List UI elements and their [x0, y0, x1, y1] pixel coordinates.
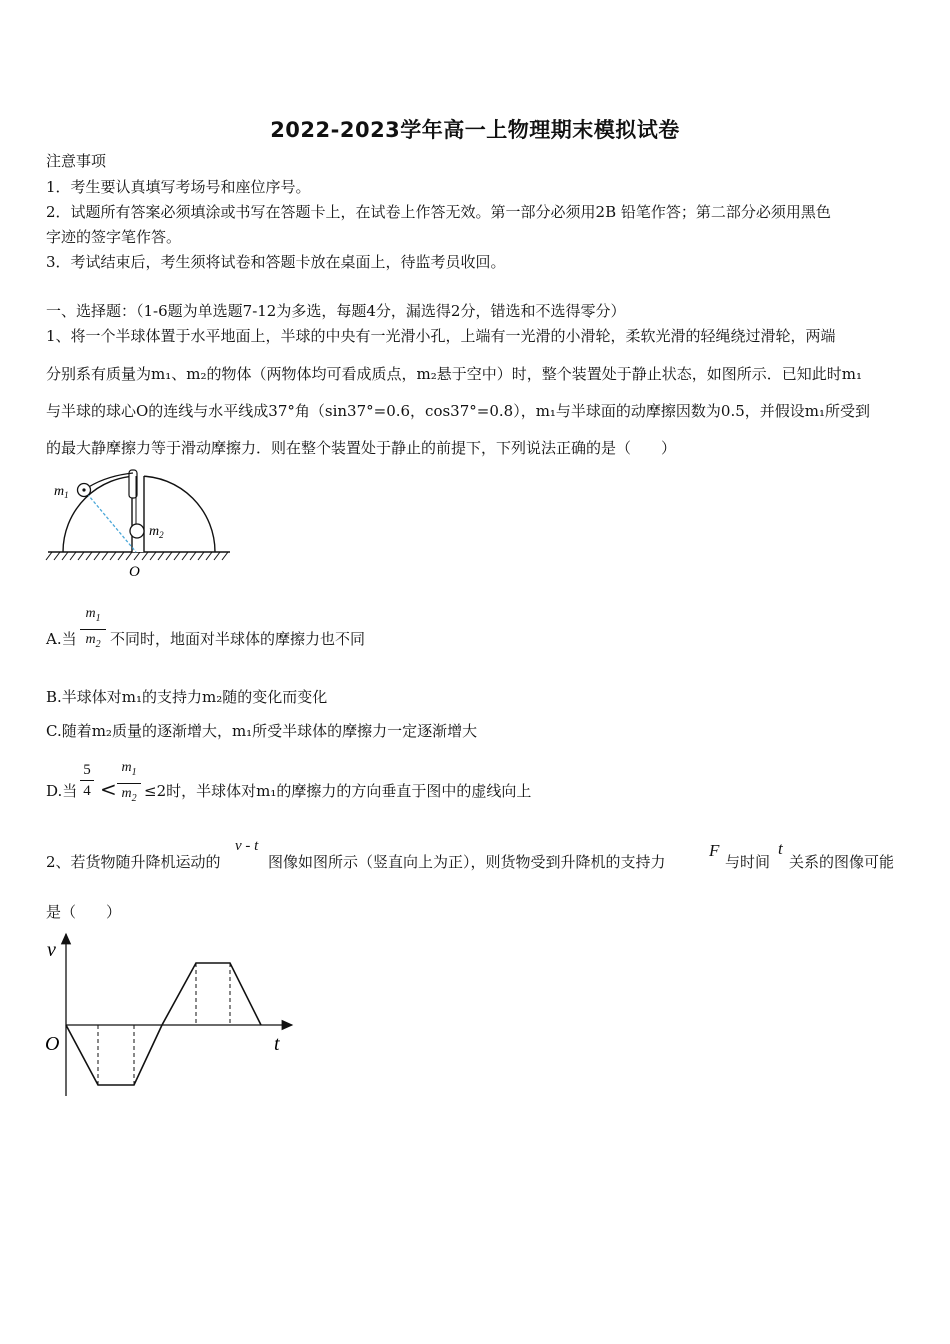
- option-d-text: ≤2时，半球体对m₁的摩擦力的方向垂直于图中的虚线向上: [144, 782, 532, 800]
- notice-item-2-cont: 字迹的签字笔作答。: [46, 228, 182, 246]
- notice-item-2: 2．试题所有答案必须填涂或书写在答题卡上，在试卷上作答无效。第一部分必须用2B 铅笔作答；第二部分必须用黑色: [46, 203, 831, 221]
- q2-part-4: 关系的图像可能: [789, 853, 895, 871]
- origin-label: O: [45, 1033, 60, 1055]
- q1-line-2: 分别系有质量为m₁、m₂的物体（两物体均可看成质点，m₂悬于空中）时，整个装置处于静止状态，如图所示．已知此时m₁: [46, 365, 862, 383]
- axis-label-v: v: [47, 939, 56, 961]
- option-a-fraction: $m_1$ $m_2$: [80, 606, 106, 653]
- q2-vt: v - t: [235, 838, 259, 854]
- option-d-five-fourths: 5 4: [80, 762, 94, 799]
- q1-line-3: 与半球的球心O的连线与水平线成37°角（sin37°=0.6，cos37°=0.8），m₁与半球面的动摩擦因数为0.5，并假设m₁所受到: [46, 402, 871, 420]
- label-m2: $m_2$: [149, 524, 164, 540]
- q2-part-2: 图像如图所示（竖直向上为正），则货物受到升降机的支持力: [268, 853, 666, 871]
- option-d-prefix: D.当: [46, 782, 78, 800]
- label-origin: O: [129, 564, 140, 580]
- q1-line-1: 1、将一个半球体置于水平地面上，半球的中央有一光滑小孔，上端有一光滑的小滑轮，柔软光滑的轻绳绕过滑轮，两端: [46, 327, 836, 345]
- notice-item-3: 3．考试结束后，考生须将试卷和答题卡放在桌面上，待监考员收回。: [46, 253, 506, 271]
- option-d-fraction: $m_1$ $m_2$: [117, 760, 141, 807]
- option-b: B.半球体对m₁的支持力m₂随的变化而变化: [46, 688, 328, 706]
- hemisphere-figure: [44, 468, 244, 583]
- q1-line-4: 的最大静摩擦力等于滑动摩擦力．则在整个装置处于静止的前提下，下列说法正确的是（ ）: [46, 439, 677, 457]
- option-a-text: 不同时，地面对半球体的摩擦力也不同: [110, 630, 366, 648]
- section-heading: 一、选择题：（1-6题为单选题7-12为多选，每题4分，漏选得2分，错选和不选得零分）: [46, 302, 626, 320]
- q2-part-3: 与时间: [725, 853, 771, 871]
- option-a-prefix: A.当: [46, 630, 77, 648]
- axis-label-t: t: [274, 1033, 280, 1055]
- q2-t: t: [778, 839, 783, 858]
- q2-line-2: 是（ ）: [46, 903, 122, 921]
- vt-graph: [40, 928, 300, 1100]
- q2-F: F: [709, 841, 720, 860]
- option-c: C.随着m₂质量的逐渐增大，m₁所受半球体的摩擦力一定逐渐增大: [46, 722, 478, 740]
- notice-heading: 注意事项: [46, 152, 107, 170]
- label-m1: $m_1$: [54, 484, 69, 500]
- page-title: 2022-2023学年高一上物理期末模拟试卷: [270, 118, 680, 142]
- option-d-less-than: <: [100, 777, 117, 801]
- notice-item-1: 1．考生要认真填写考场号和座位序号。: [46, 178, 311, 196]
- q2-part-1: 2、若货物随升降机运动的: [46, 853, 221, 871]
